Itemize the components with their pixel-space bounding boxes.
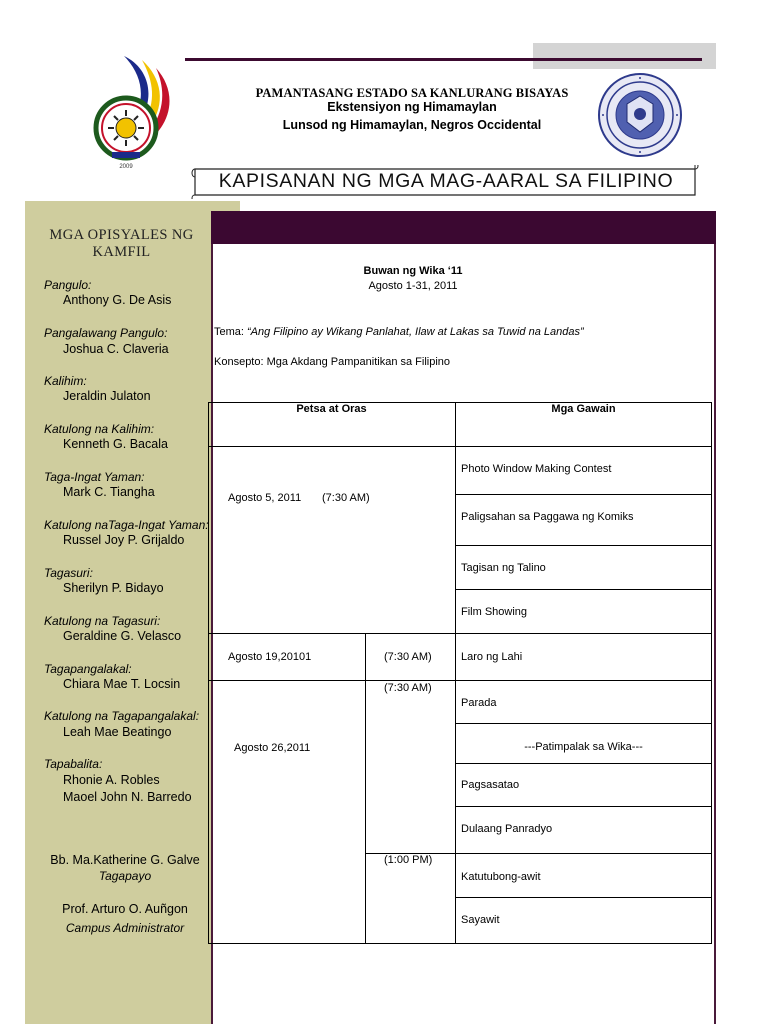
officer-role: Pangalawang Pangulo:: [44, 326, 168, 340]
activity-item: Paligsahan sa Paggawa ng Komiks: [461, 511, 634, 523]
officer-role: Taga-Ingat Yaman:: [44, 470, 145, 484]
officers-sidebar: [25, 201, 212, 1024]
officer-name: Leah Mae Beatingo: [63, 725, 172, 739]
activity-item: Film Showing: [461, 606, 528, 618]
header-grey-box: [533, 43, 716, 69]
theme-text: “Ang Filipino ay Wikang Panlahat, Ilaw at Lakas sa Tuwid na Landas”: [247, 326, 584, 338]
officer-name: Russel Joy P. Grijaldo: [63, 533, 185, 547]
university-seal-right: [597, 72, 683, 158]
activity-item: Sayawit: [461, 914, 500, 926]
officer-name: Joshua C. Claveria: [63, 342, 169, 356]
schedule-time: (7:30 AM): [322, 492, 370, 504]
campus-city: Lunsod ng Himamaylan, Negros Occidental: [282, 118, 542, 132]
officer-role: Katulong na Tagapangalakal:: [44, 709, 200, 723]
theme-label: Tema:: [214, 326, 248, 338]
campus-name: Ekstensiyon ng Himamaylan: [327, 100, 497, 114]
officer-name: Geraldine G. Velasco: [63, 629, 182, 643]
activity-item: Parada: [461, 697, 497, 709]
schedule-date: Agosto 26,2011: [234, 742, 311, 754]
adviser-role: Tagapayo: [98, 869, 152, 883]
schedule-date: Agosto 19,20101: [228, 651, 312, 663]
event-theme: [214, 326, 584, 338]
adviser-name: Prof. Arturo O. Auñgon: [62, 902, 188, 916]
table-header-activity: Mga Gawain: [551, 403, 616, 415]
main-header-bar: [211, 211, 716, 244]
officer-role: Kalihim:: [44, 374, 87, 388]
activity-item: Dulaang Panradyo: [461, 823, 553, 835]
activity-item: Photo Window Making Contest: [461, 463, 612, 475]
officer-name: Chiara Mae T. Locsin: [63, 677, 181, 691]
officer-name: Rhonie A. Robles: [63, 773, 160, 787]
officer-role: Tagapangalakal:: [44, 662, 132, 676]
officer-name: Anthony G. De Asis: [63, 293, 172, 307]
activity-item: Laro ng Lahi: [461, 651, 523, 663]
activity-item: Katutubong-awit: [461, 871, 541, 883]
officer-name: Maoel John N. Barredo: [63, 790, 192, 804]
schedule-time: (7:30 AM): [384, 651, 432, 663]
schedule-table-grid: [208, 402, 712, 944]
officer-name: Kenneth G. Bacala: [63, 437, 168, 451]
event-title: Buwan ng Wika ‘11: [363, 265, 463, 277]
adviser-role: Campus Administrator: [65, 921, 185, 935]
table-header-date: Petsa at Oras: [296, 403, 367, 415]
adviser-name: Bb. Ma.Katherine G. Galve: [50, 853, 200, 867]
schedule-date: Agosto 5, 2011: [228, 492, 302, 504]
officer-role: Katulong na Tagasuri:: [44, 614, 161, 628]
university-name: PAMANTASANG ESTADO SA KANLURANG BISAYAS: [255, 86, 569, 100]
officer-role: Katulong na Kalihim:: [44, 422, 155, 436]
activity-item: Pagsasatao: [461, 779, 520, 791]
event-concept: Konsepto: Mga Akdang Pampanitikan sa Filipino: [214, 356, 451, 368]
officer-name: Mark C. Tiangha: [63, 485, 155, 499]
svg-text:2009: 2009: [119, 164, 133, 170]
event-dates: Agosto 1-31, 2011: [368, 280, 458, 292]
officer-name: Jeraldin Julaton: [63, 389, 151, 403]
schedule-time: (7:30 AM): [384, 682, 432, 694]
sidebar-title: MGA OPISYALES NG KAMFIL: [49, 227, 194, 260]
officer-role: Pangulo:: [44, 278, 92, 292]
officer-name: Sherilyn P. Bidayo: [63, 581, 164, 595]
university-logo-left: [86, 52, 176, 172]
activity-section-heading: ---Patimpalak sa Wika---: [524, 741, 643, 753]
schedule-time: (1:00 PM): [384, 854, 433, 866]
officer-role: Tapabalita:: [44, 757, 103, 771]
sidebar-tab-extension: [212, 201, 240, 211]
officer-role: Katulong naTaga-Ingat Yaman:: [44, 518, 209, 532]
organization-title: KAPISANAN NG MGA MAG-AARAL SA FILIPINO: [218, 170, 674, 192]
officer-role: Tagasuri:: [44, 566, 93, 580]
activity-item: Tagisan ng Talino: [461, 562, 546, 574]
header-rule: [185, 58, 702, 61]
